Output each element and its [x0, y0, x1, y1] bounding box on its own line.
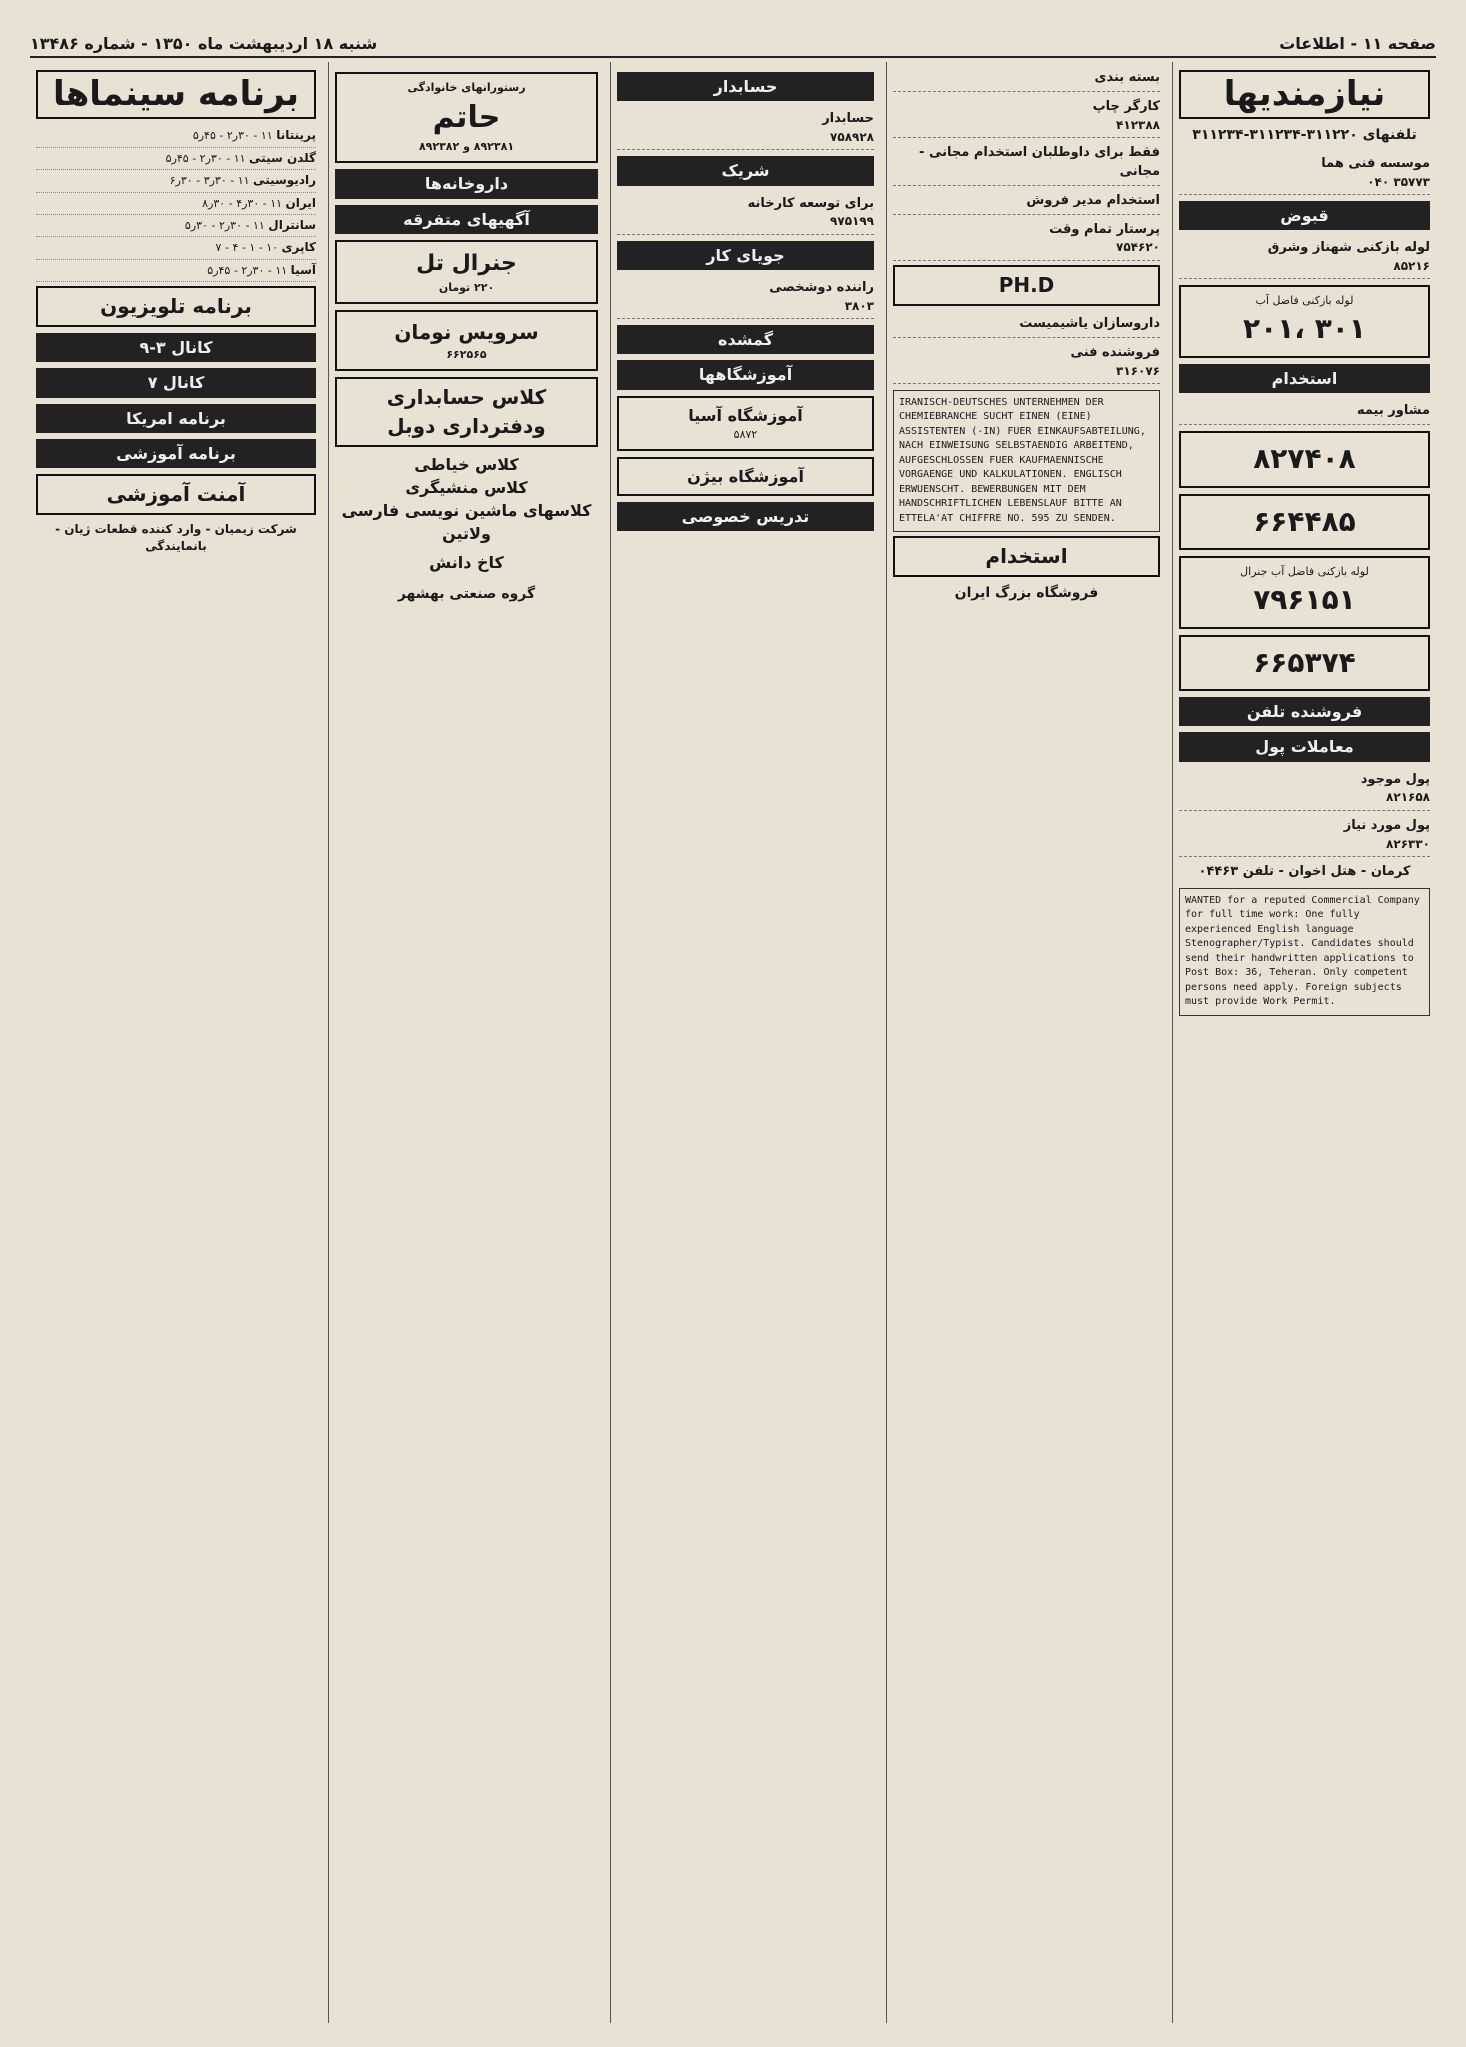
restaurant-ad: رستورانهای خانوادگی حاتم ۸۹۲۳۸۱ و ۸۹۲۳۸۲: [335, 72, 598, 163]
issue-date: شنبه ۱۸ اردیبهشت ماه ۱۳۵۰ - شماره ۱۳۴۸۶: [30, 33, 378, 53]
list-item: راننده دوشخصی ۳۸۰۳: [617, 276, 874, 319]
classified-phones: تلفنهای ۳۱۱۲۲۰-۳۱۱۲۳۴-۳۱۱۲۳۴: [1192, 127, 1417, 144]
ad-box: ۶۶۵۳۷۴: [1179, 635, 1430, 692]
page-number: صفحه ۱۱ - اطلاعات: [1279, 33, 1436, 53]
service-ad: سرویس نومان ۶۶۲۵۶۵: [335, 310, 598, 371]
industrial-group: گروه صنعتی بهشهر: [397, 586, 536, 603]
list-item: استخدام مدیر فروش: [893, 189, 1160, 215]
ad-box: ۶۶۴۴۸۵: [1179, 494, 1430, 551]
phd-heading: PH.D: [893, 265, 1160, 306]
ad-box: آموزشگاه آسیا ۵۸۷۲: [617, 396, 874, 451]
list-item: برای توسعه کارخانه ۹۷۵۱۹۹: [617, 192, 874, 235]
ad-box: لوله بازکنی فاضل آب جنرال ۷۹۶۱۵۱: [1179, 556, 1430, 629]
list-item: داروسازان یاشیمیست: [893, 312, 1160, 338]
list-item: پول موجود ۸۲۱۶۵۸: [1179, 768, 1430, 811]
page-header: [30, 30, 1436, 58]
list-item: بسته بندی: [893, 66, 1160, 92]
section-moamelat: معاملات پول: [1179, 732, 1430, 761]
list-item: پول مورد نیاز ۸۲۶۳۳۰: [1179, 814, 1430, 857]
list-item: لوله بازکنی شهناز وشرق ۸۵۲۱۶: [1179, 236, 1430, 279]
shop-name: فروشگاه بزرگ ایران: [954, 585, 1099, 602]
list-item: حسابدار ۷۵۸۹۲۸: [617, 107, 874, 150]
column-cinema-tv: [30, 62, 322, 2023]
section-agahi: آگهیهای متفرقه: [335, 205, 598, 234]
list-item: پرینتانا ۱۱ - ۳۰ر۲ - ۴۵ر۵: [36, 125, 316, 147]
section-jooya: جویای کار: [617, 241, 874, 270]
class-khayati: کلاس خیاطی: [414, 454, 519, 474]
section-qaboos: قبوض: [1179, 201, 1430, 230]
channel-3: کانال ۳-۹: [36, 333, 316, 362]
column-classifieds-main: [1172, 62, 1436, 2023]
section-tadris: تدریس خصوصی: [617, 502, 874, 531]
list-item: گلدن سیتی ۱۱ - ۳۰ر۲ - ۴۵ر۵: [36, 148, 316, 170]
list-item: رادیوسیتی ۱۱ - ۳۰ر۳ - ۳۰ر۶: [36, 170, 316, 192]
list-item: فروشنده فنی ۳۱۶۰۷۶: [893, 341, 1160, 384]
class-monshigari: کلاس منشیگری: [405, 477, 528, 497]
list-item: آسیا ۱۱ - ۳۰ر۲ - ۴۵ر۵: [36, 260, 316, 282]
estekhdam-heading: استخدام: [893, 536, 1160, 577]
section-darookhaneh: داروخانه‌ها: [335, 169, 598, 198]
footer-ad: آمنت آموزشی: [36, 474, 316, 515]
footer-company: شرکت زیمیان - وارد کننده قطعات ژیان - بانمایندگی: [55, 521, 297, 554]
column-ads-4: [328, 62, 604, 2023]
section-sherik: شریک: [617, 156, 874, 185]
tv-title: برنامه تلویزیون: [36, 286, 316, 327]
list-item: کارگر چاپ ۴۱۲۳۸۸: [893, 95, 1160, 138]
section-hesabdar: حسابدار: [617, 72, 874, 101]
german-ad: IRANISCH-DEUTSCHES UNTERNEHMEN DER CHEMIEBRANCHE SUCHT EINEN (EINE) ASSISTENTEN (-IN) FUER EINKAUFSABTEILUNG, NACH EINWEISUNG SELBSTAENDIG ARBEITEND, AUFGESCHLOSSEN FUER KAUFMAENNISCHE VORGAENGE UND KALKULATIONEN. ENGLISCH ERWUENSCHT. BEWERBUNGEN MIT DEM HANDSCHRIFTLICHEN LEBENSLAUF BITTE AN ETTELA'AT CHIFFRE NO. 595 ZU SENDEN.: [893, 390, 1160, 533]
list-item: سانترال ۱۱ - ۳۰ر۲ - ۳۰ر۵: [36, 215, 316, 237]
list-item: پرستار تمام وقت ۷۵۴۶۲۰: [893, 218, 1160, 261]
ad-box: لوله بازکنی فاضل آب ۳۰۱ ،۲۰۱: [1179, 285, 1430, 358]
section-gomshode: گمشده: [617, 325, 874, 354]
general-tel-ad: جنرال تل ۲۲۰ تومان: [335, 240, 598, 304]
section-estekhdam: استخدام: [1179, 364, 1430, 393]
list-item: کاپری ۱۰ - ۱ - ۴ - ۷: [36, 237, 316, 259]
section-title-niazmandiha: نیازمندیها: [1179, 70, 1430, 119]
column-classifieds-3: [610, 62, 880, 2023]
list-item: فقط برای داوطلبان استخدام مجانی - مجانی: [893, 141, 1160, 186]
list-item: ایران ۱۱ - ۳۰ر۴ - ۳۰ر۸: [36, 193, 316, 215]
list-item: مشاور بیمه: [1179, 399, 1430, 425]
english-ad: WANTED for a reputed Commercial Company for full time work: One fully experienced English language Stenographer/Typist. Candidates should send their handwritten applications to Post Box: 36, Teheran. Only competent persons need apply. Foreign subjects must provide Work Permit.: [1179, 888, 1430, 1016]
ad-box: ۸۲۷۴۰۸: [1179, 431, 1430, 488]
classes-title: کلاس حسابداری ودفترداری دوبل: [335, 377, 598, 447]
class-typing: کلاسهای ماشین نویسی فارسی ولاتین: [341, 500, 592, 544]
ad-box: آموزشگاه بیژن: [617, 457, 874, 496]
footer-line: کرمان - هتل اخوان - تلفن ۰۴۴۶۳: [1198, 864, 1411, 880]
kakh-danesh: کاخ دانش: [429, 553, 504, 573]
cinema-title: برنامه سینماها: [36, 70, 316, 119]
column-classifieds-2: [886, 62, 1166, 2023]
section-amoozeshgah: آموزشگاهها: [617, 360, 874, 389]
america-program: برنامه امریکا: [36, 404, 316, 433]
amoozeshi-program: برنامه آموزشی: [36, 439, 316, 468]
section-telephone: فروشنده تلفن: [1179, 697, 1430, 726]
channel-7: کانال ۷: [36, 368, 316, 397]
list-item: موسسه فنی هما ۳۵۷۷۳ ۰۴۰: [1179, 152, 1430, 195]
